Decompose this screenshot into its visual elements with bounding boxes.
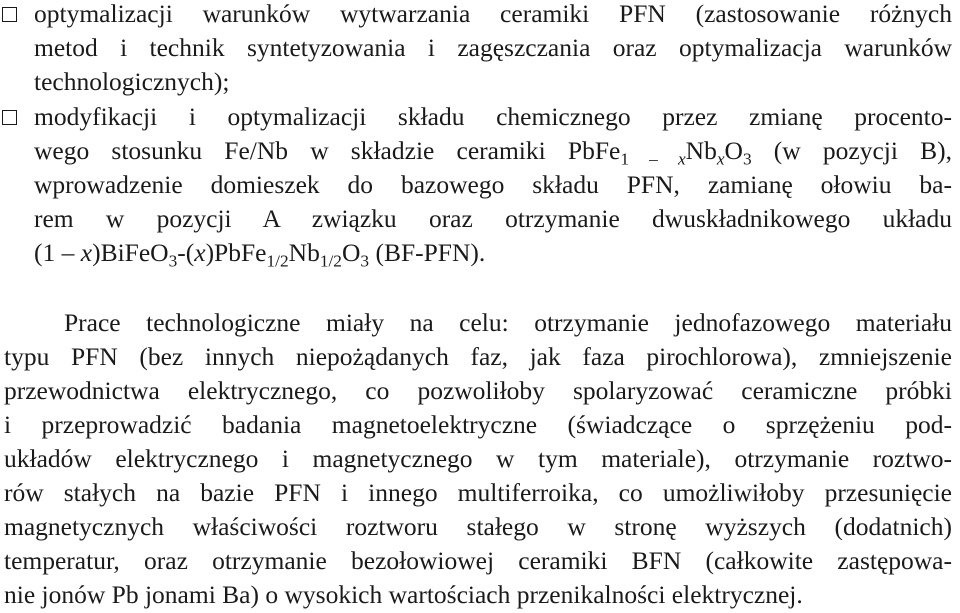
paragraph-line-3: przewodnictwa elektrycznego, co pozwoliłoby spolaryzować ceramiczne próbki xyxy=(4,376,952,405)
bullet2-line5-formula xyxy=(34,236,952,270)
bullet2-line3: wprowadzenie domieszek do bazowego składu PFN, zamianę ołowiu ba- xyxy=(34,170,952,199)
text-span: O xyxy=(724,136,743,165)
text-span: wego stosunku Fe/Nb w składzie ceramiki PbFe xyxy=(34,136,621,165)
text-span: Nb xyxy=(685,136,717,165)
bullet-square-icon xyxy=(2,110,17,125)
text-span: O xyxy=(341,238,361,267)
subscript: 3 xyxy=(168,251,178,271)
paragraph-line-4: i przeprowadzić badania magnetoelektryczne (świadczące o sprzężeniu pod- xyxy=(4,410,952,439)
bullet2-line1: modyfikacji i optymalizacji składu chemicznego przez zmianę procento- xyxy=(34,102,952,131)
paragraph-line-2: typu PFN (bez innych niepożądanych faz, jak faza pirochlorowa), zmniejszenie xyxy=(4,342,952,371)
subscript-x: x xyxy=(716,149,725,169)
bullet2-line2 xyxy=(34,134,952,168)
paragraph-line-5: układów elektrycznego i magnetycznego w tym materiale), otrzymanie roztwo- xyxy=(4,444,952,473)
subscript: 1/2 xyxy=(266,251,289,271)
paragraph-line-9: nie jonów Pb jonami Ba) o wysokich wartościach przenikalności elektrycznej. xyxy=(4,580,803,609)
bullet1-line1: optymalizacji warunków wytwarzania ceramiki PFN (zastosowanie różnych xyxy=(34,0,952,28)
text-span: (w pozycji B), xyxy=(751,136,952,165)
bullet1-line3: technologicznych); xyxy=(34,67,230,96)
subscript: 3 xyxy=(742,149,752,169)
paragraph-line-1: Prace technologiczne miały na celu: otrzymanie jednofazowego materiału xyxy=(64,308,952,337)
bullet2-line4: rem w pozycji A związku oraz otrzymanie dwuskładnikowego układu xyxy=(34,204,952,233)
text-span: (BF-PFN). xyxy=(369,238,486,267)
text-span: )PbFe xyxy=(205,238,267,267)
subscript: 3 xyxy=(360,251,370,271)
text-span: Nb xyxy=(288,238,320,267)
subscript: 1 – xyxy=(620,149,678,169)
text-span: -( xyxy=(177,238,195,267)
subscript: 1/2 xyxy=(319,251,342,271)
italic-x: x xyxy=(80,238,93,267)
paragraph-line-7: magnetycznych właściwości roztworu stałego w stronę wyższych (dodatnich) xyxy=(4,512,952,541)
paragraph-line-6: rów stałych na bazie PFN i innego multiferroika, co umożliwiłoby przesunięcie xyxy=(4,478,952,507)
subscript-x: x xyxy=(677,149,686,169)
paragraph-line-8: temperatur, oraz otrzymanie bezołowiowej ceramiki BFN (całkowite zastępowa- xyxy=(4,546,952,575)
bullet1-line2: metod i technik syntetyzowania i zagęszczania oraz optymalizacja warunków xyxy=(34,33,952,62)
bullet-square-icon xyxy=(2,7,17,22)
text-span: (1 – xyxy=(34,238,81,267)
italic-x: x xyxy=(194,238,206,267)
text-span: )BiFeO xyxy=(92,238,169,267)
